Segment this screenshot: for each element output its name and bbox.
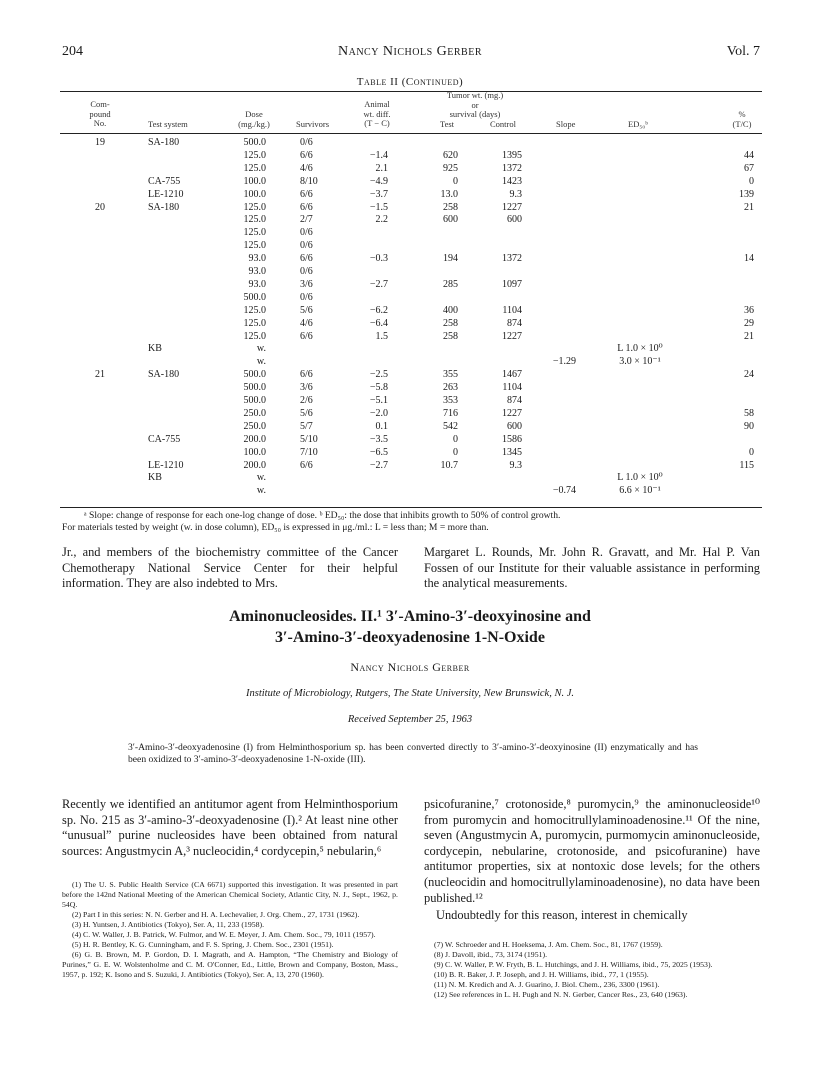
cell-survivors: 2/6 [300,395,313,406]
article-abstract: 3′-Amino-3′-deoxyadenosine (I) from Helminthosporium sp. has been converted directly to 3′-amino-3′-deoxyinosine (II) enzymatically and has been oxidized to 3′-amino-3′-deoxyadenosine 1-N-oxide (III). [128,742,698,766]
cell-survivors: 8/10 [300,175,318,187]
cell-dose: 93.0 [248,266,266,277]
cell-survivors: 4/6 [300,317,313,329]
body-right-1: psicofuranine,⁷ crotonoside,⁸ puromycin,⁹ the aminonucleoside¹⁰ from puromycin and homocitrullylaminoadenosine.¹¹ Of the nine, seven (Angustmycin A, puromycin, purmomycin aminonucleoside, cordycepin, nebularine, crotonoside, and psicofuranine) have antitumor properties, six at nontoxic dose levels; for the others (nucleocidin and homocitrullylaminoadenosine), no data have been published.¹² [424,797,760,905]
cell-survivors: 0/6 [300,291,313,303]
reference-item: (3) H. Yuntsen, J. Antibiotics (Tokyo), Ser. A, 11, 233 (1958). [72,920,265,929]
cell-test: 0 [453,433,458,445]
cell-slope: −1.29 [552,356,576,368]
cell-ed50: 3.0 × 10⁻¹ [619,356,661,368]
cell-test: 716 [443,407,458,419]
cell-system: SA-180 [148,137,180,148]
cell-dose: 125.0 [243,304,266,316]
cell-test: 355 [443,369,458,381]
reference-item: (2) Part I in this series: N. N. Gerber and H. A. Lechevalier, J. Org. Chem., 27, 1731 (1962). [72,910,360,919]
table-title: Table II (Continued) [356,76,464,88]
reference-item: (4) C. W. Waller, J. B. Patrick, W. Fulmor, and W. E. Meyer, J. Am. Chem. Soc., 79, 1011 (1957). [72,930,376,939]
cell-test: 10.7 [440,459,458,471]
cell-test: 353 [443,395,458,406]
cell-animal-wt: 0.1 [375,420,388,432]
article-affiliation: Institute of Microbiology, Rutgers, The State University, New Brunswick, N. J. [246,688,574,699]
cell-animal-wt: −2.0 [369,407,388,419]
reference-item: (8) J. Davoll, ibid., 73, 3174 (1951). [434,950,548,959]
cell-control: 1423 [502,175,522,187]
cell-pct: 44 [744,149,754,161]
cell-dose: 125.0 [243,240,266,252]
cell-test: 400 [443,304,458,316]
cell-survivors: 6/6 [300,149,313,161]
cell-dose: 93.0 [248,278,266,290]
cell-survivors: 7/10 [300,446,318,458]
cell-animal-wt: 2.2 [375,214,388,226]
cell-control: 600 [507,420,522,432]
cell-test: 285 [443,278,458,290]
cell-control: 1395 [502,149,522,161]
col-test: Test [440,119,455,129]
running-head-author: Nancy Nichols Gerber [337,44,482,59]
cell-pct: 58 [744,407,754,419]
cell-animal-wt: −2.5 [369,369,388,381]
cell-ed50: L 1.0 × 10⁰ [617,343,663,355]
cell-pct: 90 [744,420,754,432]
cell-dose: 100.0 [243,175,266,187]
table-footnote-2: For materials tested by weight (w. in dose column), ED₅₀ is expressed in μg./ml.: L = less than; M = more than. [62,522,489,533]
cell-pct: 67 [744,162,754,174]
body-left: Recently we identified an antitumor agent from Helminthosporium sp. No. 215 as 3′-amino-3′-deoxyadenosine (I).² At least nine other “unusual” purine nucleosides have been obtained from natural sources: Angustmycin A,³ nucleocidin,⁴ cordycepin,⁵ nebularin,⁶ [62,797,398,858]
body-right-2: Undoubtedly for this reason, interest in chemically [436,908,688,922]
cell-survivors: 6/6 [300,188,313,200]
cell-dose: 200.0 [243,433,266,445]
cell-pct: 0 [749,446,754,458]
cell-system: CA-755 [148,175,181,187]
table-footnote-1: ᵃ Slope: change of response for each one-log change of dose. ᵇ ED₅₀: the dose that inhibits growth to 50% of control growth. [84,510,561,521]
cell-system: SA-180 [148,201,180,213]
reference-item: (1) The U. S. Public Health Service (CA 6671) supported this investigation. It was presented in part before the 142nd National Meeting of the American Chemical Society, Atlantic City, N. J., Sept., 1962, p. 54Q. [62,880,398,909]
col-system: Test system [148,119,188,129]
cell-system: LE-1210 [148,188,184,200]
cell-survivors: 5/7 [300,420,313,432]
cell-animal-wt: −6.5 [369,446,388,458]
cell-survivors: 0/6 [300,266,313,277]
reference-item: (12) See references in L. H. Pugh and N. N. Gerber, Cancer Res., 23, 640 (1963). [434,990,688,999]
col-animal-wt: Animal wt. diff. (T − C) [363,99,391,128]
cell-control: 1227 [502,330,522,342]
cell-survivors: 0/6 [300,137,313,148]
cell-dose: 250.0 [243,407,266,419]
cell-animal-wt: 1.5 [375,330,388,342]
cell-system: CA-755 [148,433,181,445]
cell-dose: 125.0 [243,149,266,161]
cell-dose: 500.0 [243,395,266,406]
cell-dose: 125.0 [243,162,266,174]
cell-dose: w. [256,472,266,484]
reference-item: (9) C. W. Waller, P. W. Fryth, B. L. Hutchings, and J. H. Williams, ibid., 75, 2025 (1953). [434,960,713,969]
cell-test: 258 [443,317,458,329]
cell-dose: 500.0 [243,369,266,381]
cell-survivors: 3/6 [300,382,313,394]
cell-dose: 200.0 [243,459,266,471]
cell-animal-wt: −6.2 [369,304,388,316]
references-right [424,940,760,1000]
col-tumor: Tumor wt. (mg.) or survival (days) [446,90,504,119]
article-title-line-1: Aminonucleosides. II.¹ 3′-Amino-3′-deoxyinosine and [229,608,591,625]
col-slope: Slope [556,119,576,129]
article-title-line-2: 3′-Amino-3′-deoxyadenosine 1-N-Oxide [275,629,545,646]
col-survivors: Survivors [296,119,330,129]
cell-control: 874 [507,395,522,406]
cell-animal-wt: 2.1 [375,162,388,174]
cell-test: 13.0 [440,188,458,200]
cell-animal-wt: −5.8 [369,382,388,394]
page-number: 204 [62,44,83,59]
cell-dose: 500.0 [243,291,266,303]
cell-control: 1372 [502,253,522,265]
cell-survivors: 5/10 [300,433,318,445]
cell-system: LE-1210 [148,459,184,471]
cell-slope: −0.74 [552,485,576,497]
cell-test: 263 [443,382,458,394]
cell-dose: 500.0 [243,382,266,394]
cell-survivors: 2/7 [300,214,313,226]
cell-dose: 125.0 [243,227,266,239]
table-bottom-rule [60,507,762,508]
cell-compound: 19 [95,137,105,148]
col-control: Control [490,119,516,129]
cell-dose: 100.0 [243,188,266,200]
cell-dose: 500.0 [243,137,266,148]
reference-item: (7) W. Schroeder and H. Hoeksema, J. Am. Chem. Soc., 81, 1767 (1959). [434,940,663,949]
cell-pct: 115 [739,459,754,471]
col-dose: Dose (mg./kg.) [238,109,270,129]
cell-pct: 21 [744,201,754,213]
cell-test: 620 [443,149,458,161]
cell-control: 1104 [502,304,522,316]
cell-control: 9.3 [509,459,522,471]
cell-control: 1467 [502,369,522,381]
cell-pct: 139 [739,188,754,200]
cell-dose: 125.0 [243,317,266,329]
reference-item: (5) H. R. Bentley, K. G. Cunningham, and F. S. Spring, J. Chem. Soc., 2301 (1951). [72,940,334,949]
cell-test: 600 [443,214,458,226]
cell-control: 1345 [502,446,522,458]
cell-animal-wt: −3.7 [369,188,388,200]
cell-animal-wt: −1.5 [369,201,388,213]
cell-animal-wt: −1.4 [369,149,388,161]
cell-dose: w. [256,343,266,355]
article-author: Nancy Nichols Gerber [350,660,470,674]
references-left [62,880,398,980]
cell-test: 194 [443,253,458,265]
cell-dose: 125.0 [243,201,266,213]
cell-test: 258 [443,330,458,342]
ack-right: Margaret L. Rounds, Mr. John R. Gravatt, and Mr. Hal P. Van Fossen of our Institute for their valuable assistance in performing the analytical measurements. [424,545,760,591]
cell-animal-wt: −5.1 [369,395,388,406]
cell-dose: 125.0 [243,214,266,226]
cell-test: 0 [453,175,458,187]
cell-dose: 93.0 [248,253,266,265]
cell-survivors: 0/6 [300,227,313,239]
cell-control: 600 [507,214,522,226]
cell-dose: w. [256,356,266,368]
cell-animal-wt: −2.7 [369,459,388,471]
cell-survivors: 6/6 [300,369,313,381]
cell-survivors: 0/6 [300,240,313,252]
cell-animal-wt: −3.5 [369,433,388,445]
col-ed50: ED₅₀ᵇ [628,119,648,129]
cell-animal-wt: −2.7 [369,278,388,290]
cell-survivors: 3/6 [300,278,313,290]
reference-item: (6) G. B. Brown, M. P. Gordon, D. I. Magrath, and A. Hampton, “The Chemistry and Biology of Purines,” G. E. W. Wolstenholme and C. M. O'Conner, Ed., Little, Brown and Company, Boston, Mass., 1957, p. 192; K. Isono and S. Suzuki, J. Antibiotics (Tokyo), Ser. A, 13, 270 (1960). [62,950,398,979]
table-top-rule [60,91,762,92]
cell-control: 1586 [502,433,522,445]
col-pct: % (T/C) [732,109,752,129]
cell-control: 9.3 [509,188,522,200]
cell-pct: 21 [744,330,754,342]
cell-control: 874 [507,317,522,329]
ack-left: Jr., and members of the biochemistry committee of the Cancer Chemotherapy National Service Center for their helpful information. They are also indebted to Mrs. [62,545,398,591]
cell-survivors: 6/6 [300,459,313,471]
reference-item: (10) B. R. Baker, J. P. Joseph, and J. H. Williams, ibid., 77, 1 (1955). [434,970,649,979]
cell-pct: 14 [744,253,754,265]
cell-system: KB [148,343,162,355]
reference-item: (11) N. M. Kredich and A. J. Guarino, J. Biol. Chem., 236, 3300 (1961). [434,980,660,989]
cell-survivors: 5/6 [300,407,313,419]
cell-pct: 0 [749,175,754,187]
cell-dose: 100.0 [243,446,266,458]
cell-test: 0 [453,446,458,458]
cell-dose: 250.0 [243,420,266,432]
cell-dose: 125.0 [243,330,266,342]
cell-survivors: 6/6 [300,201,313,213]
cell-pct: 24 [744,369,754,381]
cell-survivors: 4/6 [300,162,313,174]
volume-label: Vol. 7 [726,44,760,59]
cell-pct: 36 [744,304,754,316]
cell-control: 1097 [502,278,522,290]
cell-survivors: 6/6 [300,330,313,342]
cell-compound: 21 [95,369,105,381]
cell-control: 1227 [502,407,522,419]
cell-test: 542 [443,420,458,432]
cell-test: 258 [443,201,458,213]
col-compound: Com- pound No. [89,99,111,128]
cell-ed50: L 1.0 × 10⁰ [617,472,663,484]
cell-animal-wt: −6.4 [369,317,388,329]
cell-survivors: 5/6 [300,304,313,316]
cell-test: 925 [443,162,458,174]
cell-ed50: 6.6 × 10⁻¹ [619,485,661,497]
cell-survivors: 6/6 [300,253,313,265]
cell-compound: 20 [95,201,105,213]
cell-control: 1104 [502,382,522,394]
cell-system: KB [148,472,162,484]
cell-control: 1227 [502,201,522,213]
table-header-rule [60,133,762,134]
cell-system: SA-180 [148,369,180,381]
article-received: Received September 25, 1963 [347,714,473,725]
cell-control: 1372 [502,162,522,174]
cell-pct: 29 [744,317,754,329]
cell-dose: w. [256,485,266,497]
cell-animal-wt: −4.9 [369,175,388,187]
cell-animal-wt: −0.3 [369,253,388,265]
